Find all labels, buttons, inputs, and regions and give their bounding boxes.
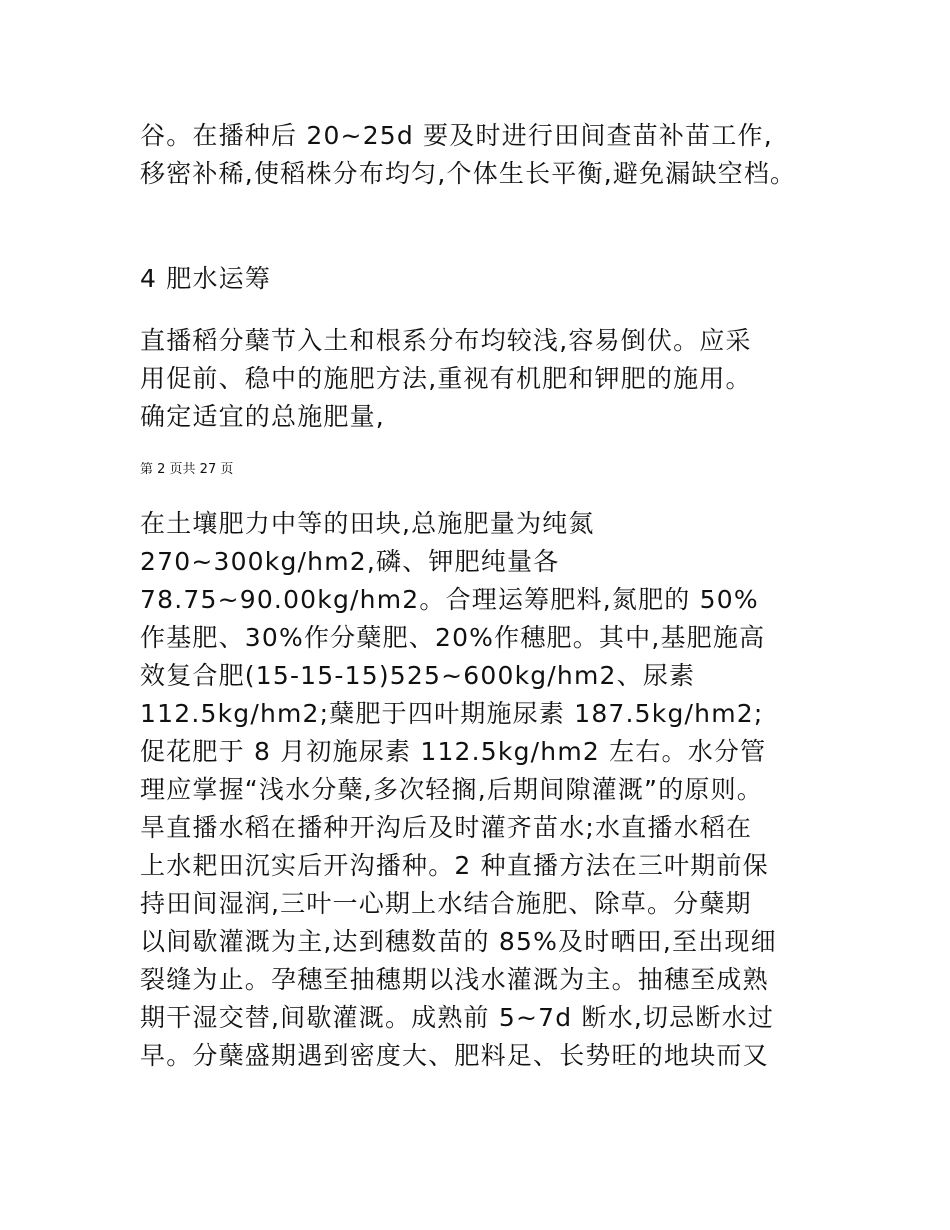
paragraph-line: 早。分蘖盛期遇到密度大、肥料足、长势旺的地块而又 (140, 1041, 769, 1070)
paragraph-line: 期干湿交替,间歇灌溉。成熟前 5~7d 断水,切忌断水过 (140, 1003, 775, 1032)
paragraph-line: 以间歇灌溉为主,达到穗数苗的 85%及时晒田,至出现细 (140, 927, 777, 956)
paragraph-line: 促花肥于 8 月初施尿素 112.5kg/hm2 左右。水分管 (140, 737, 767, 766)
paragraph-line: 78.75~90.00kg/hm2。合理运筹肥料,氮肥的 50% (140, 585, 759, 614)
paragraph-line: 裂缝为止。孕穗至抽穗期以浅水灌溉为主。抽穗至成熟 (140, 965, 769, 994)
paragraph-2 (140, 322, 830, 436)
paragraph-line: 持田间湿润,三叶一心期上水结合施肥、除草。分蘖期 (140, 889, 752, 918)
paragraph-line: 用促前、稳中的施肥方法,重视有机肥和钾肥的施用。 (140, 364, 752, 393)
paragraph-1 (140, 117, 830, 193)
paragraph-line: 效复合肥(15-15-15)525~600kg/hm2、尿素 (140, 661, 696, 690)
page-number-footer: 第 2 页共 27 页 (140, 462, 234, 477)
page-footer-block (140, 461, 830, 479)
paragraph-line: 270~300kg/hm2,磷、钾肥纯量各 (140, 547, 560, 576)
paragraph-line: 在土壤肥力中等的田块,总施肥量为纯氮 (140, 509, 595, 538)
paragraph-line: 谷。在播种后 20~25d 要及时进行田间查苗补苗工作, (140, 121, 773, 150)
paragraph-line: 上水耙田沉实后开沟播种。2 种直播方法在三叶期前保 (140, 851, 769, 880)
paragraph-line: 旱直播水稻在播种开沟后及时灌齐苗水;水直播水稻在 (140, 813, 753, 842)
paragraph-line: 直播稻分蘖节入土和根系分布均较浅,容易倒伏。应采 (140, 326, 752, 355)
paragraph-line: 作基肥、30%作分蘖肥、20%作穗肥。其中,基肥施高 (140, 623, 766, 652)
paragraph-line: 确定适宜的总施肥量, (140, 402, 385, 431)
section-heading: 4 肥水运筹 (140, 264, 272, 293)
paragraph-3 (140, 505, 830, 1075)
paragraph-line: 理应掌握“浅水分蘖,多次轻搁,后期间隙灌溉”的原则。 (140, 775, 763, 804)
section-heading-block (140, 260, 830, 298)
paragraph-line: 112.5kg/hm2;蘖肥于四叶期施尿素 187.5kg/hm2; (140, 699, 764, 728)
paragraph-line: 移密补稀,使稻株分布均匀,个体生长平衡,避免漏缺空档。 (140, 159, 797, 188)
